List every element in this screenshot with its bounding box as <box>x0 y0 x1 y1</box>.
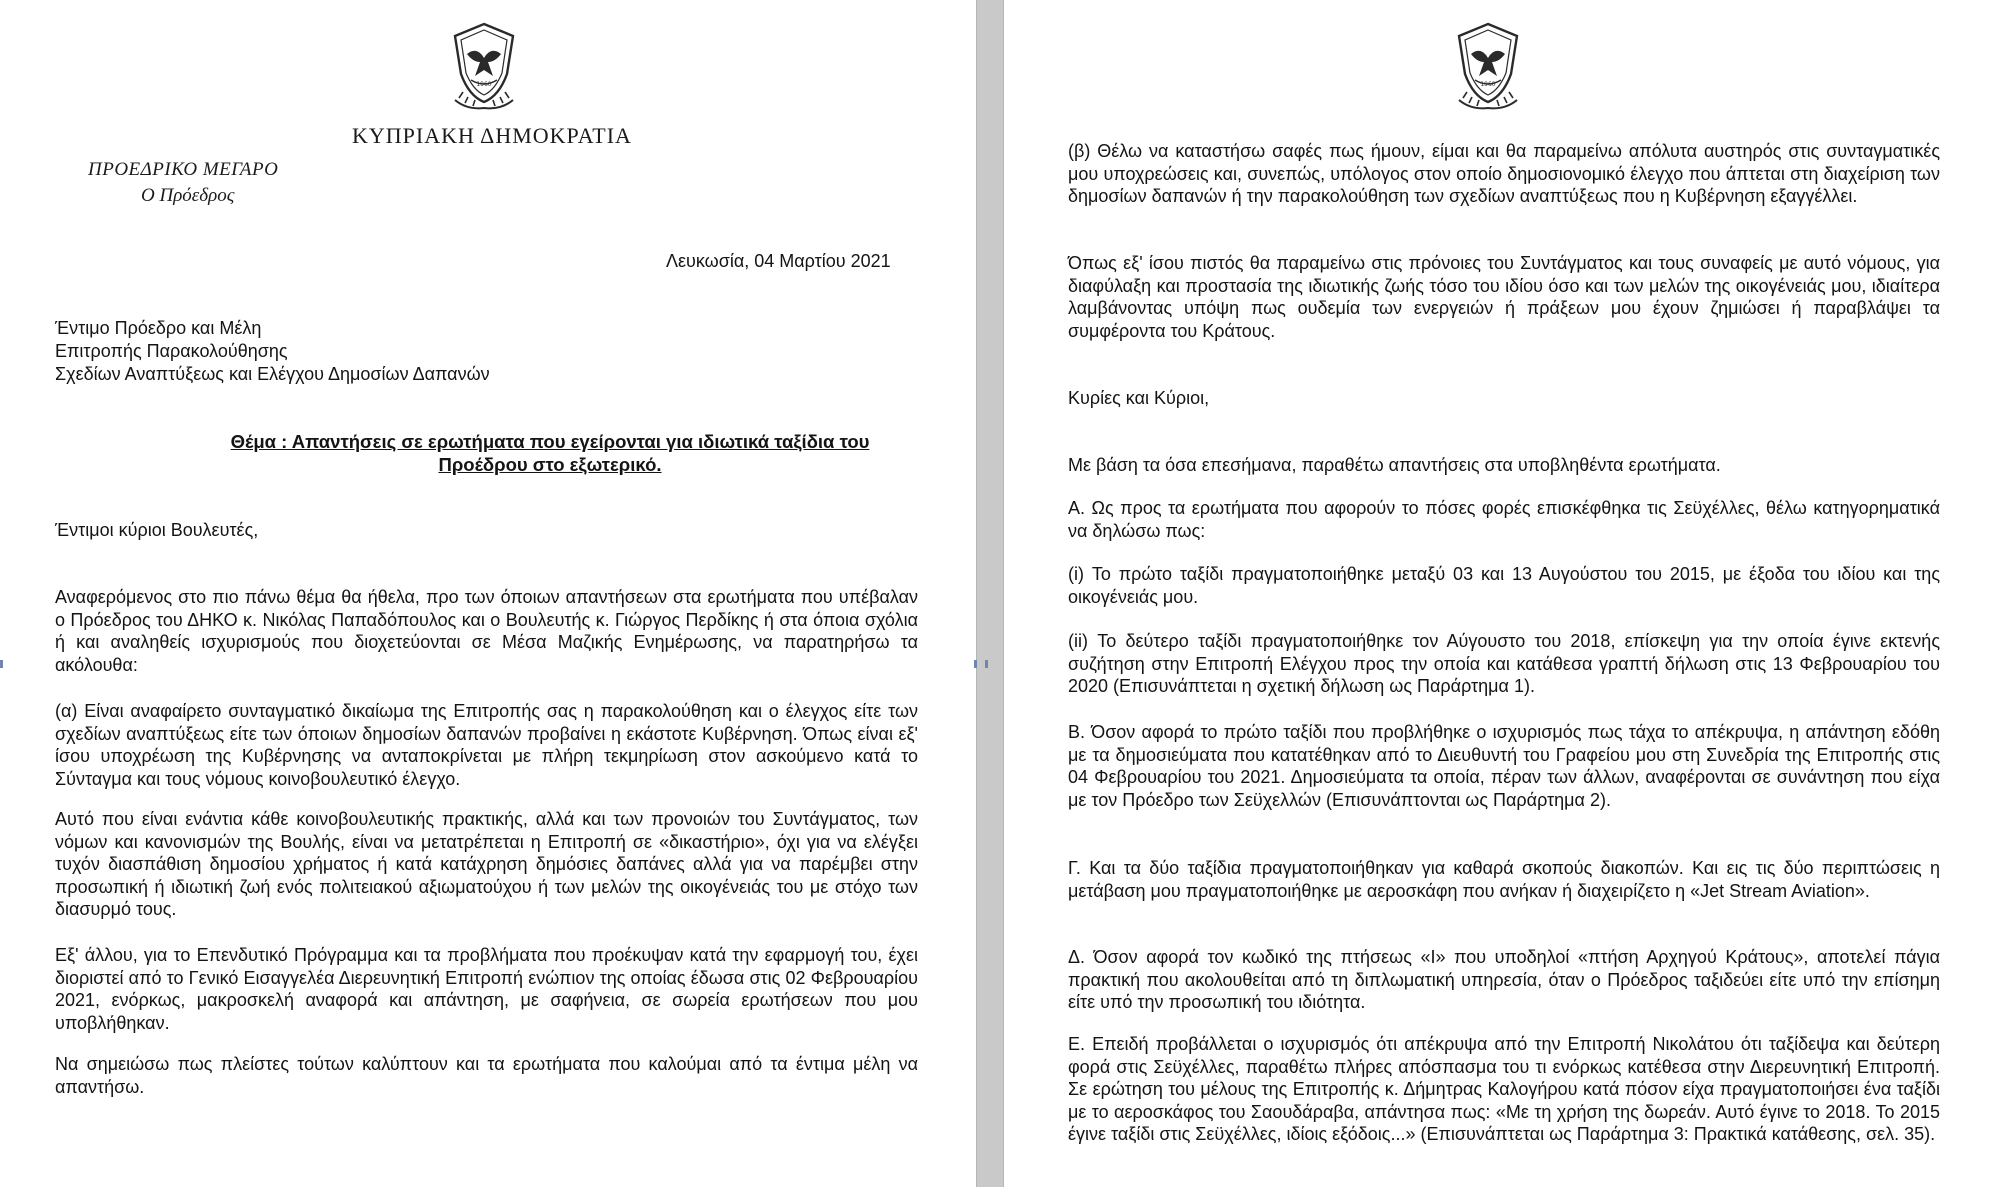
recipient-line: Επιτροπής Παρακολούθησης <box>55 341 288 361</box>
recipient-line: Σχεδίων Αναπτύξεως και Ελέγχου Δημοσίων Δαπανών <box>55 364 490 384</box>
edge-marker <box>985 660 988 668</box>
edge-marker <box>974 660 977 668</box>
paragraph: (α) Είναι αναφαίρετο συνταγματικό δικαίωμα της Επιτροπής σας η παρακολούθηση και ο έλεγχος είτε των σχεδίων αναπτύξεως είτε των όποιων δημοσίων δαπανών προβαίνει η εκάστοτε Κυβέρνηση. Όπως είναι εξ' ίσου υποχρέωση της Κυβέρνησης να ανταποκρίνεται με πλήρη τεκμηρίωση στον ασκούμενο κατά το Σύνταγμα και τους νόμους κοινοβουλευτικό έλεγχο. <box>55 701 918 789</box>
salutation: Έντιμοι κύριοι Βουλευτές, <box>55 520 259 540</box>
left-page <box>0 0 976 1187</box>
letter-date: Λευκωσία, 04 Μαρτίου 2021 <box>666 251 891 271</box>
paragraph: Ε. Επειδή προβάλλεται ο ισχυρισμός ότι απέκρυψα από την Επιτροπή Νικολάτου ότι ταξίδεψα και δεύτερη φορά στις Σεϋχέλλες, παραθέτω πλήρες απόσπασμα του τι ενόρκως κατέθεσα στην Διερευνητική Επιτροπή. Σε ερώτηση του μέλους της Επιτροπής κ. Δήμητρας Καλογήρου κατά πόσον είχα πραγματοποιήσει ένα ταξίδι με το αεροσκάφος του Σαουδάραβα, απάντησα πως: «Με τη χρήση της δωρεάν. Αυτό έγινε το 2018. Το 2015 έγινε ταξίδι στις Σεϋχέλλες, ιδίοις εξόδοις...» (Επισυνάπτεται ως Παράρτημα 3: Πρακτικά κατάθεσης, σελ. 35). <box>1068 1034 1940 1145</box>
coat-of-arms-emblem <box>1451 18 1525 113</box>
paragraph: (ii) Το δεύτερο ταξίδι πραγματοποιήθηκε τον Αύγουστο του 2018, επίσκεψη για την οποία έγινε εκτενής συζήτηση στην Επιτροπή Ελέγχου προς την οποία και κατάθεσα γραπτή δήλωση στις 13 Φεβρουαρίου του 2020 (Επισυνάπτεται η σχετική δήλωση ως Παράρτημα 1). <box>1068 631 1940 697</box>
svg-text:1960: 1960 <box>1480 81 1496 88</box>
president-heading: Ο Πρόεδρος <box>141 185 235 206</box>
paragraph: Όπως εξ' ίσου πιστός θα παραμείνω στις πρόνοιες του Συντάγματος και τους συναφείς με αυτό νόμους, για διαφύλαξη και προστασία της ιδιωτικής ζωής τόσο του ιδίου όσο και των μελών της οικογένειάς μου, ιδιαίτερα λαμβάνοντας υπόψη πως ουδεμία των ενεργειών ή πράξεων μου έχουν ζημιώσει ή παραβλάψει τα συμφέροντα του Κράτους. <box>1068 253 1940 341</box>
paragraph: Δ. Όσον αφορά τον κωδικό της πτήσεως «Ι» που υποδηλοί «πτήση Αρχηγού Κράτους», αποτελεί πάγια πρακτική που ακολουθείται από τη διπλωματική υπηρεσία, όταν ο Πρόεδρος ταξιδεύει είτε υπό την επίσημη είτε υπό την προσωπική του ιδιότητα. <box>1068 947 1940 1013</box>
paragraph: Αυτό που είναι ενάντια κάθε κοινοβουλευτικής πρακτικής, αλλά και των προνοιών του Συντάγματος, των νόμων και κανονισμών της Βουλής, είναι να μετατρέπεται η Επιτροπή σε «δικαστήριο», όχι για να ελέγξει τυχόν διασπάθιση δημοσίου χρήματος ή κατά κατάχρηση δημόσιες δαπάνες αλλά για να παρέμβει στην προσωπική ή ιδιωτική ζωή ενός πολιτειακού αξιωματούχου ή των μελών της οικογένειάς του με στόχο των διασυρμό τους. <box>55 809 918 920</box>
republic-heading: ΚΥΠΡΙΑΚΗ ΔΗΜΟΚΡΑΤΙΑ <box>352 123 632 148</box>
palace-heading: ΠΡΟΕΔΡΙΚΟ ΜΕΓΑΡΟ <box>88 159 279 180</box>
page-gutter <box>976 0 1004 1187</box>
coat-of-arms-emblem <box>447 18 521 113</box>
paragraph: (β) Θέλω να καταστήσω σαφές πως ήμουν, είμαι και θα παραμείνω απόλυτα αυστηρός στις συνταγματικές μου υποχρεώσεις και, συνεπώς, υπόλογος στον οποίο δημοσιονομικό έλεγχο που άπτεται στη διαχείριση των δημοσίων δαπανών ή την παρακολούθηση των σχεδίων αναπτύξεως που η Κυβέρνηση εξαγγέλλει. <box>1068 141 1940 207</box>
svg-text:1960: 1960 <box>476 81 492 88</box>
paragraph: (i) Το πρώτο ταξίδι πραγματοποιήθηκε μεταξύ 03 και 13 Αυγούστου του 2015, με έξοδα του ιδίου και της οικογένειάς μου. <box>1068 564 1940 607</box>
paragraph: Με βάση τα όσα επεσήμανα, παραθέτω απαντήσεις στα υποβληθέντα ερωτήματα. <box>1068 455 1721 475</box>
recipient-line: Έντιμο Πρόεδρο και Μέλη <box>55 318 262 338</box>
address-line: Κυρίες και Κύριοι, <box>1068 388 1210 408</box>
paragraph: Γ. Και τα δύο ταξίδια πραγματοποιήθηκαν για καθαρά σκοπούς διακοπών. Και εις τις δύο περιπτώσεις η μετάβαση μου πραγματοποιήθηκε με αεροσκάφη που ανήκαν ή διαχειρίζετο η «Jet Stream Aviation». <box>1068 858 1940 901</box>
paragraph: Αναφερόμενος στο πιο πάνω θέμα θα ήθελα, προ των όποιων απαντήσεων στα ερωτήματα που υπέβαλαν ο Πρόεδρος του ΔΗΚΟ κ. Νικόλας Παπαδόπουλος και ο Βουλευτής κ. Γιώργος Περδίκης ή στα όποια σχόλια ή και αναληθείς ισχυρισμούς που διοχετεύονται σε Μέσα Μαζικής Ενημέρωσης, να παρατηρήσω τα ακόλουθα: <box>55 587 918 675</box>
paragraph: Β. Όσον αφορά το πρώτο ταξίδι που προβλήθηκε ο ισχυρισμός πως τάχα το απέκρυψα, η απάντηση εδόθη με τα δημοσιεύματα που κατατέθηκαν από το Διευθυντή του Γραφείου μου στη Συνεδρία της Επιτροπής στις 04 Φεβρουαρίου του 2021. Δημοσιεύματα τα οποία, πέραν των άλλων, αναφέρονται σε συνάντηση που είχα με τον Πρόεδρο των Σεϋχελλών (Επισυνάπτονται ως Παράρτημα 2). <box>1068 722 1940 810</box>
paragraph: Α. Ως προς τα ερωτήματα που αφορούν το πόσες φορές επισκέφθηκα τις Σεϋχέλλες, θέλω κατηγορηματικά να δηλώσω πως: <box>1068 498 1940 541</box>
subject-line: Θέμα : Απαντήσεις σε ερωτήματα που εγείρονται για ιδιωτικά ταξίδια του Προέδρου στο εξωτερικό. <box>230 431 870 475</box>
edge-marker <box>0 660 3 668</box>
right-page <box>1004 0 1996 1187</box>
paragraph: Να σημειώσω πως πλείστες τούτων καλύπτουν και τα ερωτήματα που καλούμαι από τα έντιμα μέλη να απαντήσω. <box>55 1054 918 1097</box>
paragraph: Εξ' άλλου, για το Επενδυτικό Πρόγραμμα και τα προβλήματα που προέκυψαν κατά την εφαρμογή του, έχει διοριστεί από το Γενικό Εισαγγελέα Διερευνητική Επιτροπή ενώπιον της οποίας έδωσα στις 02 Φεβρουαρίου 2021, ενόρκως, μακροσκελή αναφορά και απάντηση, με σαφήνεια, σε σωρεία ερωτήσεων που μου υποβλήθηκαν. <box>55 945 918 1033</box>
